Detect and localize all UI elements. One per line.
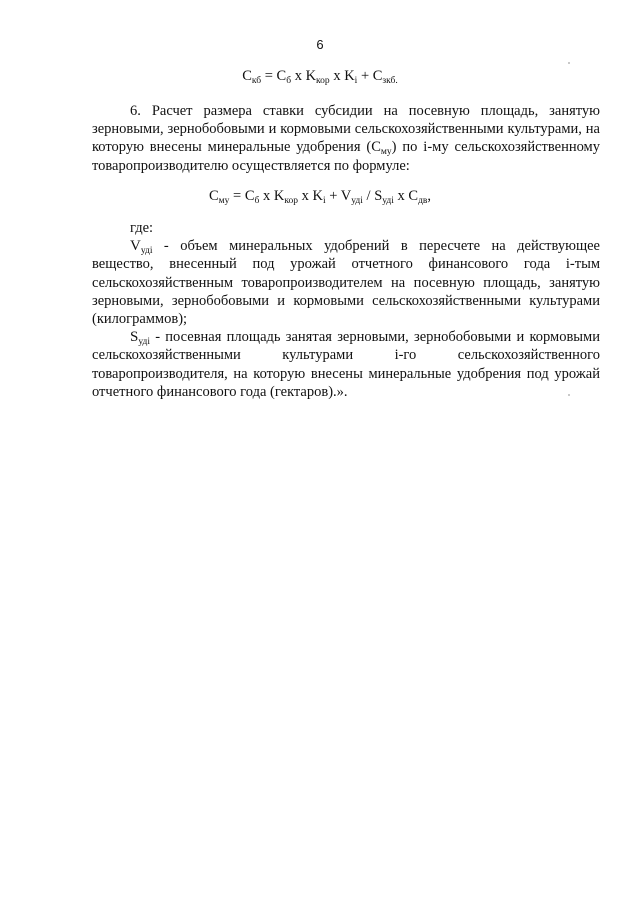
paragraph-6-text: 6. Расчет размера ставки субсидии на посевную площадь, занятую зерновыми, зернобобовыми и кормовыми сельскохозяйственными культурами, на которую внесены минеральные удобрения $(C_{му})$ по i-му сельскохозяйственному товаропроизводителю осуществляется по формуле: bbox=[92, 103, 600, 174]
formula-ckb-term-3: $K_i$ bbox=[344, 68, 358, 86]
formula-ckb-term-1: $C_б$ bbox=[276, 68, 292, 86]
definition-v-text: $V_{удi}$ - объем минеральных удобрений в пересчете на действующее вещество, внесенный под урожай отчетного финансового года i-тым сельскохозяйственным товаропроизводителем на посевную площадь, занятую зерновыми, зернобобовыми и кормовыми сельскохозяйственными культурами (килограммов); bbox=[92, 238, 600, 328]
scan-speck bbox=[568, 394, 570, 396]
definition-v bbox=[92, 237, 600, 328]
formula-cmy-term-2: $K_{кор}$ bbox=[273, 188, 298, 206]
definition-s-symbol: $S_{удi}$ bbox=[130, 329, 150, 348]
page-number: 6 bbox=[316, 37, 324, 52]
scan-speck bbox=[568, 62, 570, 64]
formula-cmy-term-6: $C_{дв}$ bbox=[408, 188, 428, 206]
formula-ckb-term-4: $C_{зкб.}$ bbox=[372, 68, 398, 86]
formula-cmy: $C_{му} = C_б$ х $K_{кор}$ х $K_i + V_{удi} / S_{удi}$ х $C_{дв}$, bbox=[208, 188, 432, 206]
where-label: где: bbox=[130, 220, 154, 236]
formula-cmy-term-1: $C_б$ bbox=[244, 188, 260, 206]
paragraph-6 bbox=[92, 102, 600, 175]
definition-s bbox=[92, 328, 600, 401]
definition-v-symbol: $V_{удi}$ bbox=[130, 238, 153, 257]
formula-cmy-lhs: $C_{му}$ bbox=[208, 188, 230, 206]
formula-ckb: $C_{кб} = C_б$ х $K_{кор}$ х $K_i + C_{зкб.}$ bbox=[242, 68, 398, 86]
formula-cmy-term-3: $K_i$ bbox=[312, 188, 326, 206]
formula-cmy-term-5: $S_{удi}$ bbox=[374, 188, 394, 206]
formula-ckb-lhs: $C_{кб}$ bbox=[242, 68, 262, 86]
formula-ckb-term-2: $K_{кор}$ bbox=[305, 68, 330, 86]
definitions-block bbox=[92, 219, 600, 401]
formula-cmy-term-4: $V_{удi}$ bbox=[340, 188, 363, 206]
definition-s-text: $S_{удi}$ - посевная площадь занятая зерновыми, зернобобовыми и кормовыми сельскохозяйственными культурами i-го сельскохозяйственного товаропроизводителя, на которую внесены минеральные удобрения под урожай отчетного финансового года (гектаров).». bbox=[92, 329, 600, 400]
